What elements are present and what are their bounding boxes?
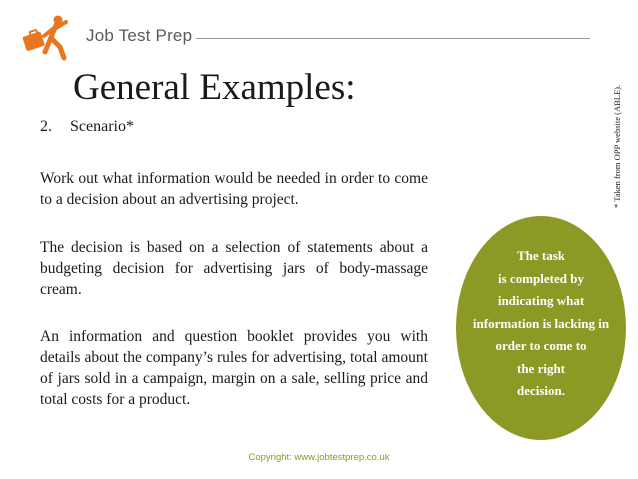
paragraph-1: Work out what information would be needed in order to come to a decision about an advertising project. [40,170,428,208]
job-test-prep-logo-icon [22,14,82,62]
callout-line: order to come to [495,338,587,354]
header-divider [196,38,590,39]
source-note: * Taken from OPP website (ABLE). [612,84,622,208]
heading-text: Scenario* [70,118,134,135]
heading-number: 2. [40,118,52,135]
callout-line: the right [516,360,566,376]
task-callout-text [461,245,621,403]
copyright-footer: Copyright: www.jobtestprep.co.uk [248,452,390,463]
scenario-heading [40,118,134,136]
slide-title: General Examples: [73,67,356,108]
callout-line: indicating what [497,293,585,309]
brand-name: Job Test Prep [86,26,193,45]
callout-line: decision. [516,383,566,399]
callout-line: The task [516,248,566,264]
callout-line: is completed by [498,270,584,286]
callout-line: information is lacking in [472,315,610,331]
task-callout-circle [456,216,626,440]
paragraph-3: An information and question booklet provides you with details about the company’s rules for advertising, total amount of jars sold in a campaign, margin on a sale, selling price and total costs for a product. [40,328,428,408]
paragraph-2: The decision is based on a selection of statements about a budgeting decision for advertising jars of body-massage cream. [40,239,428,298]
